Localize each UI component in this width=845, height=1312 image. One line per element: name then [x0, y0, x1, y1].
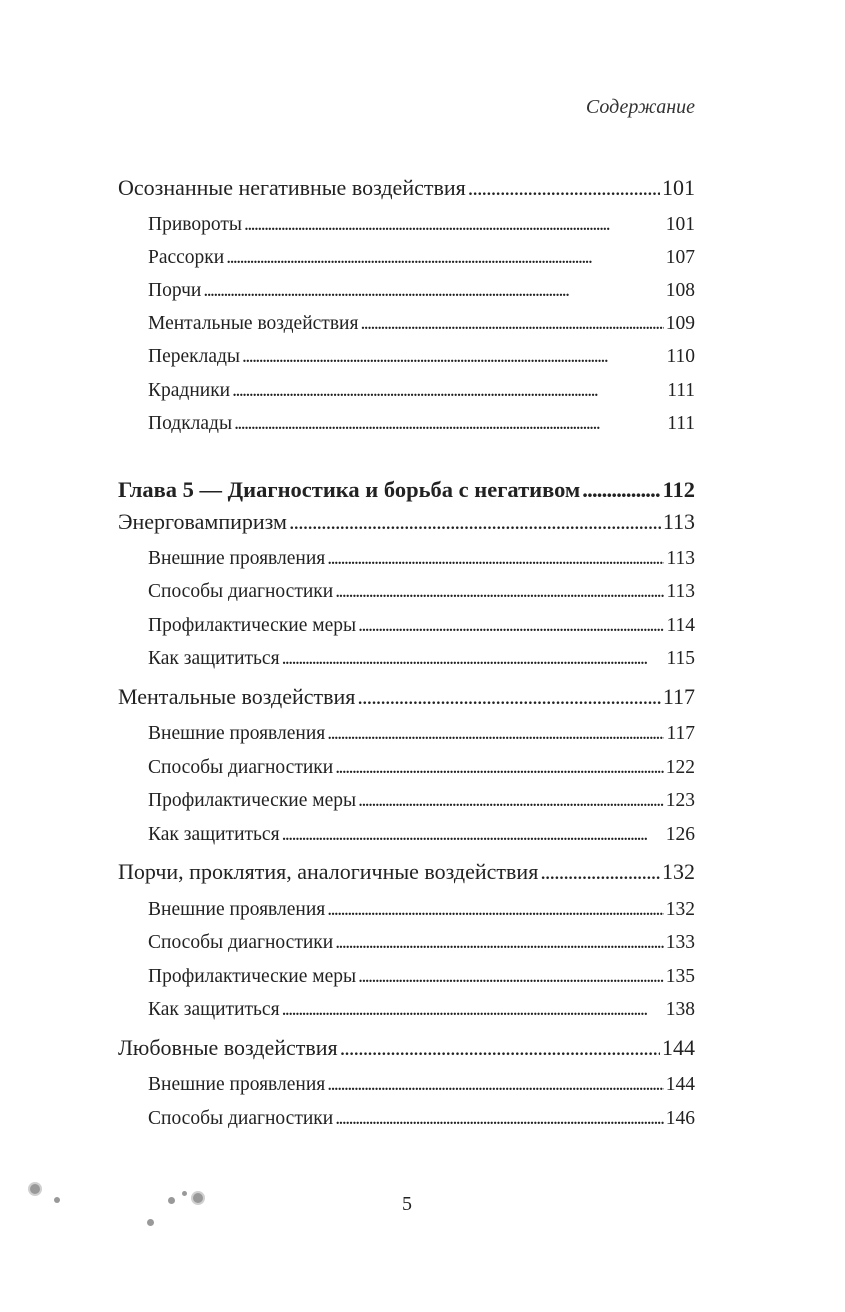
dot-leader	[282, 646, 665, 672]
toc-entry-title: Крадники	[148, 380, 231, 401]
toc-entry	[148, 212, 695, 238]
toc-entry-page: 138	[665, 999, 695, 1020]
toc-entry-page: 111	[667, 413, 695, 434]
toc-entry-page: 109	[665, 313, 695, 334]
running-head: Содержание	[585, 96, 695, 118]
dot-ornament-icon	[182, 1191, 187, 1196]
toc-entry-title: Внешние проявления	[148, 723, 326, 744]
dot-leader	[582, 477, 660, 503]
toc-entry-title: Подклады	[148, 413, 233, 434]
dot-ornament-icon	[54, 1197, 60, 1203]
dot-leader	[282, 822, 664, 848]
toc-entry-title: Профилактические меры	[148, 790, 357, 811]
toc-entry	[148, 579, 695, 605]
toc-entry-page: 144	[665, 1074, 695, 1095]
dot-leader	[327, 897, 664, 923]
toc-entry	[148, 897, 695, 923]
dot-leader	[358, 964, 664, 990]
dot-leader	[244, 212, 664, 238]
dot-leader	[232, 378, 665, 404]
dot-leader	[360, 311, 663, 337]
toc-entry-page: 113	[666, 548, 695, 569]
toc-entry-title: Переклады	[148, 346, 241, 367]
toc-entry	[148, 788, 695, 814]
toc-entry	[148, 311, 695, 337]
toc-entry-title: Способы диагностики	[148, 757, 334, 778]
toc-entry-page: 115	[666, 648, 695, 669]
dot-leader	[540, 859, 660, 885]
toc-entry	[148, 245, 695, 271]
page-number: 5	[402, 1193, 412, 1215]
star-ornament-icon	[30, 1184, 40, 1194]
toc-entry-title: Профилактические меры	[148, 966, 357, 987]
toc-entry-page: 123	[665, 790, 695, 811]
toc-entry-title: Внешние проявления	[148, 548, 326, 569]
toc-entry-page: 107	[665, 247, 695, 268]
toc-entry-page: 108	[665, 280, 695, 301]
toc-entry-title: Как защититься	[148, 824, 280, 845]
toc-entry-page: 144	[662, 1035, 695, 1060]
toc-entry-page: 133	[665, 932, 695, 953]
toc-entry-page: 111	[667, 380, 695, 401]
toc-entry-title: Глава 5 — Диагностика и борьба с негативом	[118, 477, 581, 502]
dot-leader	[242, 344, 664, 370]
toc-entry-title: Ментальные воздействия	[148, 313, 359, 334]
toc-entry-page: 126	[665, 824, 695, 845]
toc-entry-title: Любовные воздействия	[118, 1035, 338, 1060]
toc-entry	[148, 613, 695, 639]
toc-entry	[148, 721, 695, 747]
toc-entry	[118, 509, 695, 535]
toc-entry-title: Способы диагностики	[148, 932, 334, 953]
toc-entry-page: 122	[665, 757, 695, 778]
toc-entry	[148, 930, 695, 956]
toc-entry-title: Внешние проявления	[148, 899, 326, 920]
toc-entry-page: 110	[666, 346, 695, 367]
toc-entry-title: Профилактические меры	[148, 615, 357, 636]
toc-entry-page: 132	[662, 859, 695, 884]
toc-entry-title: Способы диагностики	[148, 1108, 334, 1129]
dot-leader	[335, 1106, 664, 1132]
toc-entry-page: 135	[665, 966, 695, 987]
dot-leader	[289, 509, 661, 535]
toc-entry	[118, 684, 695, 710]
toc-entry	[148, 411, 695, 437]
toc-entry	[118, 859, 695, 885]
toc-entry-title: Осознанные негативные воздействия	[118, 175, 466, 200]
toc-entry	[148, 546, 695, 572]
toc-entry	[148, 755, 695, 781]
dot-leader	[468, 175, 660, 201]
dot-leader	[234, 411, 665, 437]
toc-entry-page: 117	[666, 723, 695, 744]
toc-entry-page: 114	[666, 615, 695, 636]
toc-entry-title: Ментальные воздействия	[118, 684, 356, 709]
dot-leader	[340, 1035, 660, 1061]
dot-leader	[335, 755, 664, 781]
toc-entry	[148, 1106, 695, 1132]
star-ornament-icon	[193, 1193, 203, 1203]
toc-entry-title: Как защититься	[148, 999, 280, 1020]
toc-entry-page: 146	[665, 1108, 695, 1129]
dot-leader	[226, 245, 664, 271]
page-footer	[0, 1165, 845, 1235]
toc-chapter-entry	[118, 477, 695, 503]
toc-entry	[148, 1072, 695, 1098]
toc-entry-title: Рассорки	[148, 247, 225, 268]
toc-entry-title: Внешние проявления	[148, 1074, 326, 1095]
toc-entry	[118, 1035, 695, 1061]
toc-entry-title: Энерговампиризм	[118, 509, 287, 534]
toc-entry-page: 113	[662, 509, 695, 534]
dot-leader	[335, 579, 664, 605]
toc-entry	[148, 646, 695, 672]
toc-entry	[148, 378, 695, 404]
toc-entry-page: 101	[665, 214, 695, 235]
dot-ornament-icon	[168, 1197, 175, 1204]
toc-entry-page: 101	[662, 175, 695, 200]
dot-leader	[327, 546, 664, 572]
toc-entry-title: Порчи	[148, 280, 202, 301]
dot-leader	[358, 613, 664, 639]
dot-leader	[358, 788, 664, 814]
dot-leader	[357, 684, 660, 710]
toc-entry-page: 132	[665, 899, 695, 920]
toc-entry	[148, 964, 695, 990]
toc-entry-page: 117	[662, 684, 695, 709]
toc-entry	[148, 344, 695, 370]
toc-entry	[148, 822, 695, 848]
toc-entry-page: 113	[666, 581, 695, 602]
toc-entry	[118, 175, 695, 201]
dot-ornament-icon	[147, 1219, 154, 1226]
toc-entry	[148, 997, 695, 1023]
dot-leader	[282, 997, 664, 1023]
toc-entry-title: Порчи, проклятия, аналогичные воздействия	[118, 859, 539, 884]
dot-leader	[327, 1072, 664, 1098]
toc-entry	[148, 278, 695, 304]
toc-entry-title: Способы диагностики	[148, 581, 334, 602]
dot-leader	[327, 721, 664, 747]
toc-entry-page: 112	[662, 477, 695, 502]
dot-leader	[203, 278, 663, 304]
dot-leader	[335, 930, 664, 956]
toc-entry-title: Как защититься	[148, 648, 280, 669]
toc-entry-title: Привороты	[148, 214, 242, 235]
